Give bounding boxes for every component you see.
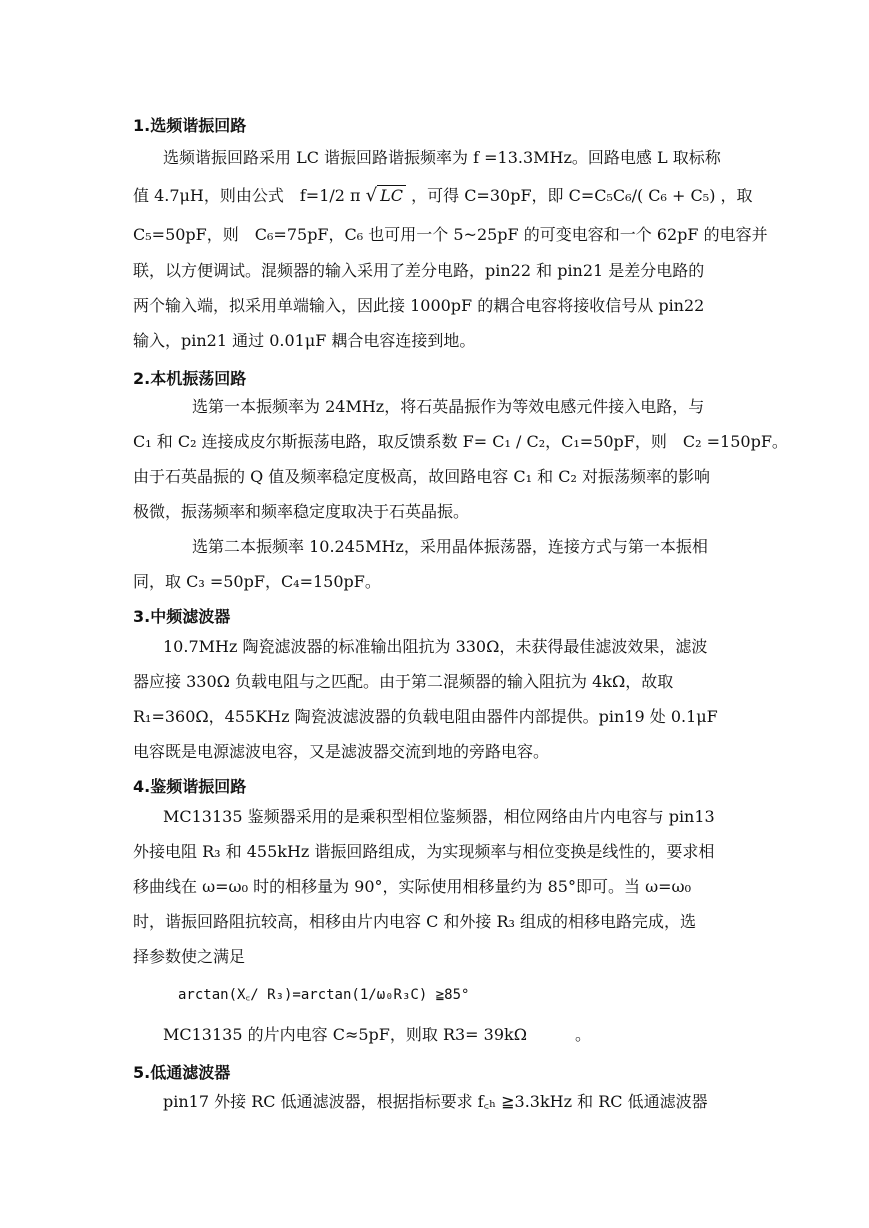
s2-line-6: 同，取 C₃ =50pF，C₄=150pF。 [133, 572, 381, 591]
s4-formula: arctan(X꜀/ R₃)=arctan(1/ω₀R₃C) ≧85° [178, 987, 470, 1003]
s4-line-4: 时，谐振回路阻抗较高，相移由片内电容 C 和外接 R₃ 组成的相移电路完成，选 [133, 912, 697, 931]
s3-line-3: R₁=360Ω，455KHz 陶瓷波滤波器的负载电阻由器件内部提供。pin19 处 0.1μF [133, 707, 718, 726]
section-heading-3: 3.中频滤波器 [133, 607, 231, 626]
s4-line-1: MC13135 鉴频器采用的是乘积型相位鉴频器，相位网络由片内电容与 pin13 [163, 807, 715, 826]
s2-line-3: 由于石英晶振的 Q 值及频率稳定度极高，故回路电容 C₁ 和 C₂ 对振荡频率的影响 [133, 467, 710, 486]
s1-line-6: 输入，pin21 通过 0.01μF 耦合电容连接到地。 [133, 331, 476, 350]
sqrt-argument: LC [377, 185, 406, 206]
s4-line-2: 外接电阻 R₃ 和 455kHz 谐振回路组成，为实现频率与相位变换是线性的，要求相 [133, 842, 715, 861]
s2-line-4: 极微，振荡频率和频率稳定度取决于石英晶振。 [133, 502, 470, 521]
s4-line-5: 择参数使之满足 [133, 947, 246, 966]
sqrt-icon: √ [365, 185, 378, 206]
s1-line-1: 选频谐振回路采用 LC 谐振回路谐振频率为 f =13.3MHz。回路电感 L 取标称 [163, 148, 721, 167]
s1-line-2b: ，可得 C=30pF，即 C=C₅C₆/( C₆ + C₅) ，取 [406, 186, 753, 205]
s2-line-1: 选第一本振频率为 24MHz，将石英晶振作为等效电感元件接入电路，与 [192, 397, 705, 416]
s3-line-2: 器应接 330Ω 负载电阻与之匹配。由于第二混频器的输入阻抗为 4kΩ，故取 [133, 672, 674, 691]
s1-line-5: 两个输入端，拟采用单端输入，因此接 1000pF 的耦合电容将接收信号从 pin22 [133, 296, 705, 315]
section-heading-1: 1.选频谐振回路 [133, 116, 247, 135]
s1-line-2a: 值 4.7μH，则由公式 f=1/2 π [133, 186, 366, 205]
s2-line-5: 选第二本振频率 10.245MHz，采用晶体振荡器，连接方式与第一本振相 [192, 537, 708, 556]
s1-line-3: C₅=50pF，则 C₆=75pF，C₆ 也可用一个 5~25pF 的可变电容和一个 62pF 的电容并 [133, 225, 768, 244]
section-heading-5: 5.低通滤波器 [133, 1063, 231, 1082]
s4-line-3: 移曲线在 ω=ω₀ 时的相移量为 90°，实际使用相移量约为 85°即可。当 ω=ω₀ [133, 877, 691, 896]
section-heading-4: 4.鉴频谐振回路 [133, 777, 247, 796]
s3-line-1: 10.7MHz 陶瓷滤波器的标准输出阻抗为 330Ω，未获得最佳滤波效果，滤波 [163, 637, 708, 656]
s1-line-2 [133, 185, 753, 206]
s3-line-4: 电容既是电源滤波电容，又是滤波器交流到地的旁路电容。 [133, 742, 550, 761]
section-heading-2: 2.本机振荡回路 [133, 369, 247, 388]
s4-line-6: MC13135 的片内电容 C≈5pF，则取 R3= 39kΩ 。 [163, 1025, 591, 1044]
s2-line-2: C₁ 和 C₂ 连接成皮尔斯振荡电路，取反馈系数 F= C₁ / C₂，C₁=50pF，则 C₂ =150pF。 [133, 432, 788, 451]
s1-line-4: 联，以方便调试。混频器的输入采用了差分电路，pin22 和 pin21 是差分电路的 [133, 261, 705, 280]
s5-line-1: pin17 外接 RC 低通滤波器，根据指标要求 f꜀ₕ ≧3.3kHz 和 RC 低通滤波器 [163, 1092, 708, 1111]
